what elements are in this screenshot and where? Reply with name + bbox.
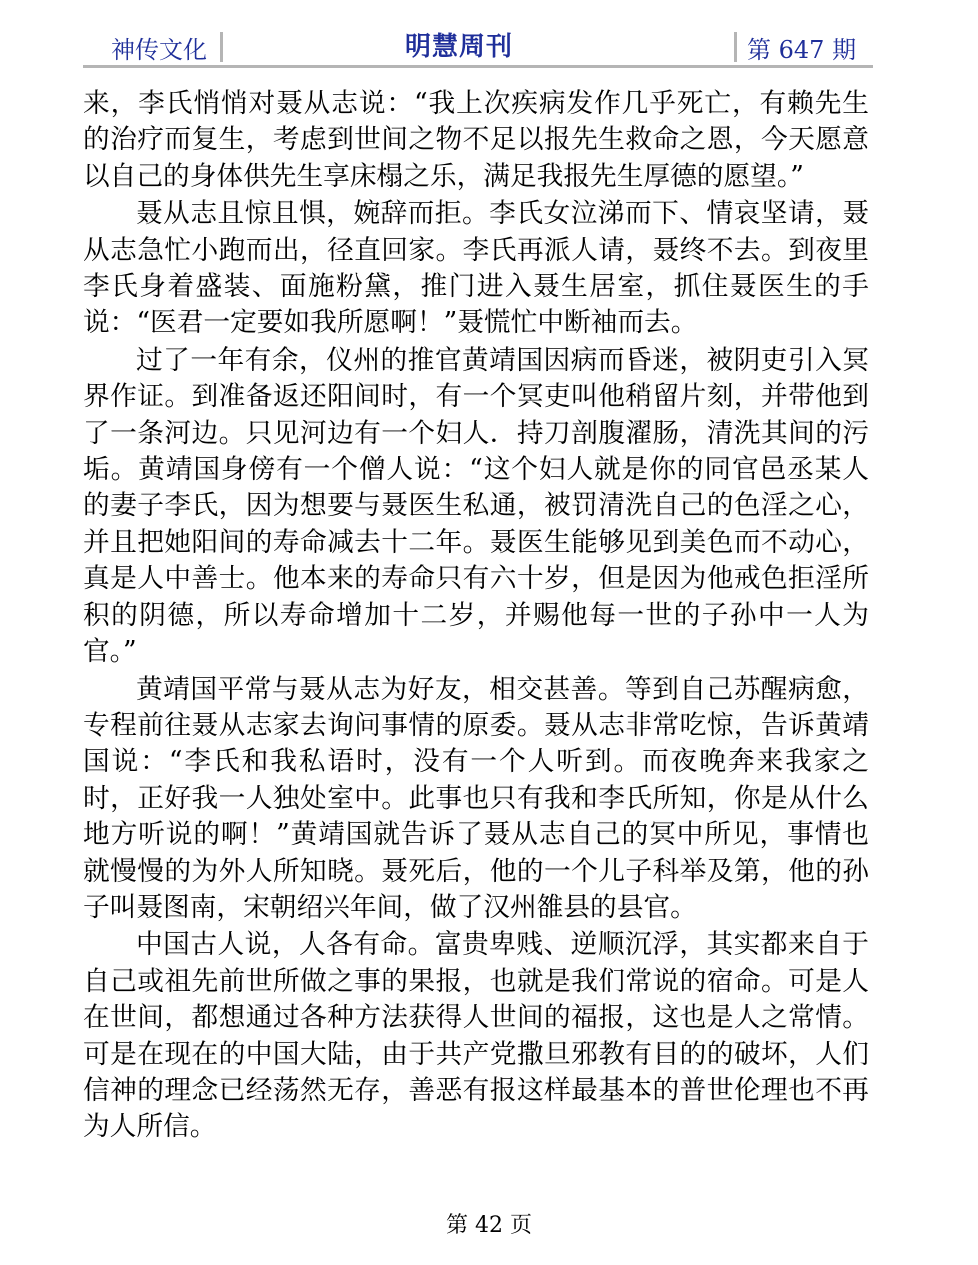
header-separator-left [220, 32, 223, 62]
publication-title: 明慧周刊 [405, 32, 514, 62]
paragraph-3: 过了一年有余，仪州的推官黄靖国因病而昏迷，被阴吏引入冥界作证。到准备返还阳间时，有一个冥吏叫他稍留片刻，并带他到了一条河边。只见河边有一个妇人．持刀剖腹濯肠，清洗其间的污垢。黄靖国身傍有一个僧人说：“这个妇人就是你的同官邑丞某人的妻子李氏，因为想要与聂医生私通，被罚清洗自己的色淫之心，并且把她阳间的寿命减去十二年。聂医生能够见到美色而不动心，真是人中善士。他本来的寿命只有六十岁，但是因为他戒色拒淫所积的阴德，所以寿命增加十二岁，并赐他每一世的子孙中一人为官。” [83, 344, 869, 668]
issue-number: 第 647 期 [747, 36, 857, 64]
paragraph-4: 黄靖国平常与聂从志为好友，相交甚善。等到自己苏醒病愈，专程前往聂从志家去询问事情的原委。聂从志非常吃惊，告诉黄靖国说：“李氏和我私语时，没有一个人听到。而夜晚奔来我家之时，正好我一人独处室中。此事也只有我和李氏所知，你是从什么地方听说的啊！”黄靖国就告诉了聂从志自己的冥中所见，事情也就慢慢的为外人所知晓。聂死后，他的一个儿子科举及第，他的孙子叫聂图南，宋朝绍兴年间，做了汉州雒县的县官。 [83, 673, 869, 923]
page-header [83, 26, 873, 68]
page-number: 第 42 页 [446, 1213, 532, 1238]
header-separator-right [734, 32, 737, 62]
header-rule [83, 65, 873, 68]
paragraph-1: 来，李氏悄悄对聂从志说：“我上次疾病发作几乎死亡，有赖先生的治疗而复生，考虑到世间之物不足以报先生救命之恩，今天愿意以自己的身体供先生享床榻之乐，满足我报先生厚德的愿望。” [83, 88, 869, 192]
paragraph-2: 聂从志且惊且惧，婉辞而拒。李氏女泣涕而下、情哀坚请，聂从志急忙小跑而出，径直回家。李氏再派人请，聂终不去。到夜里李氏身着盛装、面施粉黛，推门进入聂生居室，抓住聂医生的手说：“医君一定要如我所愿啊！”聂慌忙中断袖而去。 [83, 198, 869, 339]
article-body [83, 86, 869, 1147]
paragraph-5: 中国古人说，人各有命。富贵卑贱、逆顺沉浮，其实都来自于自己或祖先前世所做之事的果报，也就是我们常说的宿命。可是人在世间，都想通过各种方法获得人世间的福报，这也是人之常情。可是在现在的中国大陆，由于共产党撒旦邪教有目的的破坏，人们信神的理念已经荡然无存，善恶有报这样最基本的普世伦理也不再为人所信。 [83, 929, 869, 1143]
section-label: 神传文化 [111, 36, 207, 64]
